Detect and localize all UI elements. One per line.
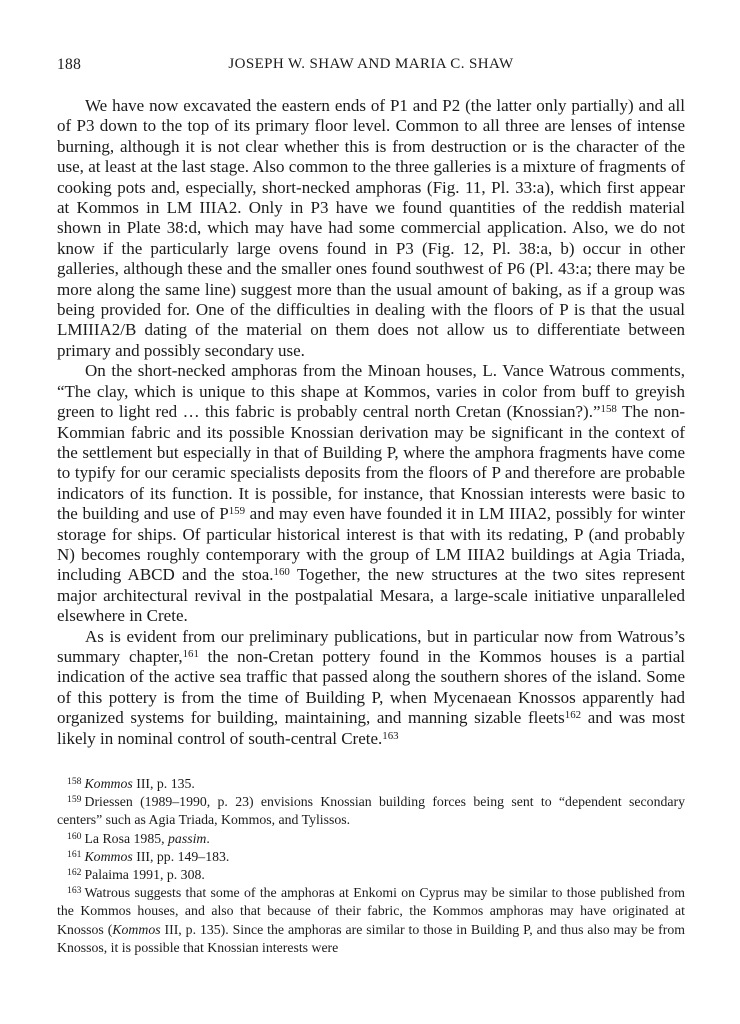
footnote-163: $^{163}$ Watrous suggests that some of the amphoras at Enkomi on Cyprus may be similar to those published from the Kommos houses, and also that because of their fabric, the Kommos amphoras may have originated at Knossos (Kommos III, p. 135). Since the amphoras are similar to those in Building P, and thus also may be from Knossos, it is possible that Knossian interests were	[57, 885, 685, 955]
footnote-160: $^{160}$ La Rosa 1985, passim.	[67, 830, 210, 846]
paragraph-1: We have now excavated the eastern ends of P1 and P2 (the latter only partially) and all of P3 down to the top of its primary floor level. Common to all three are lenses of intense burning, although it is not clear whether this is from destruction or is the character of the use, at least at the last stage. Also common to the three galleries is a mixture of fragments of cooking pots and, especially, short-necked amphoras (Fig. 11, Pl. 33:a), which first appear at Kommos in LM IIIA2. Only in P3 have we found quantities of the reddish material shown in Plate 38:d, which may have had some commercial application. Also, we do not know if the particularly large ovens found in P3 (Fig. 12, Pl. 38:a, b) occur in other galleries, although these and the smaller ones found southwest of P6 (Pl. 43:a; there may be more along the same line) suggest more than the usual amount of baking, as if a group was being provided for. One of the difficulties in dealing with the floors of P is that the usual LMIIIA2/B dating of the material on them does not allow us to differentiate between primary and possibly secondary use.	[57, 96, 685, 360]
page-header	[57, 56, 685, 73]
footnotes-section	[57, 775, 685, 957]
body-text	[57, 96, 685, 749]
footnote-158: $^{158}$ Kommos III, p. 135.	[67, 776, 195, 791]
paragraph-3: As is evident from our preliminary publications, but in particular now from Watrous’s summary chapter,$^{161}$ the non-Cretan pottery found in the Kommos houses is a partial indication of the active sea traffic that passed along the southern shores of the island. Some of this pottery is from the time of Building P, when Mycenaean Knossos apparently had organized systems for building, maintaining, and manning sizable fleets$^{162}$ and was most likely in nominal control of south-central Crete.$^{163}$	[57, 626, 685, 748]
footnote-159: $^{159}$ Driessen (1989–1990, p. 23) envisions Knossian building forces being sent to “dependent secondary centers” such as Agia Triada, Kommos, and Tylissos.	[57, 794, 685, 828]
footnote-162: $^{162}$ Palaima 1991, p. 308.	[67, 867, 205, 883]
paragraph-2: On the short-necked amphoras from the Minoan houses, L. Vance Watrous comments, “The clay, which is unique to this shape at Kommos, varies in color from buff to greyish green to light red … this fabric is probably central north Cretan (Knossian?).”$^{158}$ The non-Kommian fabric and its possible Knossian derivation may be significant in the context of the settlement but especially in that of Building P, where the amphora fragments have come to typify for our ceramic specialists deposits from the floors of P and therefore are probable indicators of its function. It is possible, for instance, that Knossian interests were basic to the building and use of $P^{159}$ and may even have founded it in LM IIIA2, possibly for winter storage for ships. Of particular historical interest is that with its redating, P (and probably N) becomes roughly contemporary with the group of LM IIIA2 buildings at Agia Triada, including ABCD and the stoa.$^{160}$ Together, the new structures at the two sites represent major architectural revival in the postpalatial Mesara, a large-scale initiative unparalleled elsewhere in Crete.	[57, 361, 686, 626]
running-head: JOSEPH W. SHAW AND MARIA C. SHAW	[228, 56, 514, 72]
footnote-161: $^{161}$ Kommos III, pp. 149–183.	[67, 848, 230, 864]
page-number: 188	[57, 56, 82, 73]
